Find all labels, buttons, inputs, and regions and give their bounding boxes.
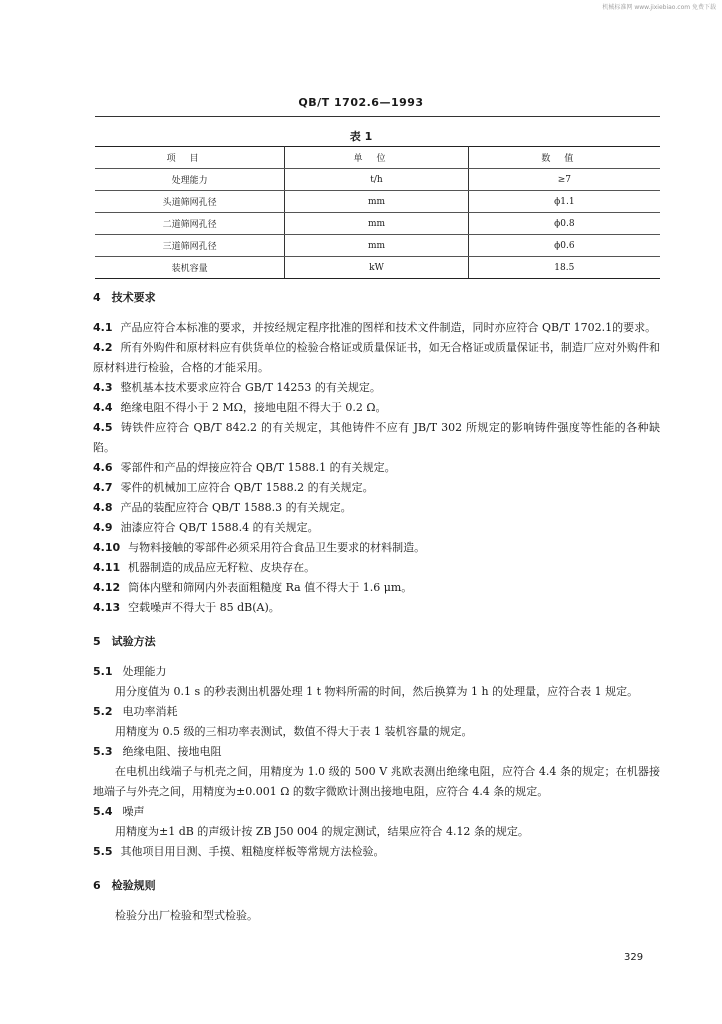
spec-table bbox=[95, 146, 660, 279]
clause-text: 零部件和产品的焊接应符合 QB/T 1588.1 的有关规定。 bbox=[120, 461, 396, 474]
clause-number: 4.12 bbox=[93, 581, 121, 594]
clause-4-7 bbox=[93, 478, 660, 498]
section-5-title: 5 试验方法 bbox=[93, 635, 156, 648]
clause-number: 5.4 bbox=[93, 805, 113, 818]
clause-text: 整机基本技术要求应符合 GB/T 14253 的有关规定。 bbox=[120, 381, 381, 394]
clause-5-2-heading bbox=[93, 702, 660, 722]
section-4-title: 4 技术要求 bbox=[93, 291, 156, 304]
clause-4-8 bbox=[93, 498, 660, 518]
clause-number: 4.1 bbox=[93, 321, 113, 334]
table-cell: kW bbox=[285, 257, 468, 279]
section-6-title: 6 检验规则 bbox=[93, 879, 156, 892]
clause-number: 4.5 bbox=[93, 421, 113, 434]
clause-number: 5.1 bbox=[93, 665, 113, 678]
table-caption: 表 1 bbox=[349, 130, 373, 143]
table-cell: 头道筛网孔径 bbox=[95, 191, 285, 213]
clause-text: 零件的机械加工应符合 QB/T 1588.2 的有关规定。 bbox=[120, 481, 374, 494]
table-row bbox=[95, 213, 660, 235]
table-cell: t/h bbox=[285, 169, 468, 191]
header-unit: 单位 bbox=[285, 147, 468, 169]
header-item: 项目 bbox=[95, 147, 285, 169]
table-cell: mm bbox=[285, 235, 468, 257]
clause-number: 4.10 bbox=[93, 541, 121, 554]
clause-4-3 bbox=[93, 378, 660, 398]
clause-number: 4.11 bbox=[93, 561, 121, 574]
clause-title: 处理能力 bbox=[122, 665, 167, 678]
header-value: 数值 bbox=[468, 147, 660, 169]
table-cell: ϕ0.8 bbox=[468, 213, 660, 235]
table-cell: mm bbox=[285, 191, 468, 213]
clause-4-6 bbox=[93, 458, 660, 478]
watermark: 机械标准网 www.jixiebiao.com 免费下载 bbox=[602, 4, 716, 11]
table-row bbox=[95, 169, 660, 191]
clause-text: 绝缘电阻不得小于 2 MΩ，接地电阻不得大于 0.2 Ω。 bbox=[120, 401, 387, 414]
clause-text: 筒体内壁和筛网内外表面粗糙度 Ra 值不得大于 1.6 μm。 bbox=[128, 581, 413, 594]
clause-text: 空载噪声不得大于 85 dB(A)。 bbox=[128, 601, 280, 614]
clause-4-5 bbox=[93, 418, 660, 458]
clause-4-1 bbox=[93, 318, 660, 338]
clause-5-1-heading bbox=[93, 662, 660, 682]
clause-4-11 bbox=[93, 558, 660, 578]
clause-number: 4.4 bbox=[93, 401, 113, 414]
clause-text: 产品应符合本标准的要求，并按经规定程序批准的图样和技术文件制造，同时亦应符合 QB/T 1702.1的要求。 bbox=[120, 321, 657, 334]
clause-4-13 bbox=[93, 598, 660, 618]
clause-5-3-body: 在电机出线端子与机壳之间，用精度为 1.0 级的 500 V 兆欧表测出绝缘电阻，应符合 4.4 条的规定；在机器接地端子与外壳之间，用精度为±0.001 Ω 的数字微欧计测出接地电阻，应符合 4.4 条的规定。 bbox=[93, 765, 660, 798]
clause-4-4 bbox=[93, 398, 660, 418]
clause-text: 产品的装配应符合 QB/T 1588.3 的有关规定。 bbox=[120, 501, 352, 514]
clause-4-10 bbox=[93, 538, 660, 558]
clause-text: 其他项目用目测、手摸、粗糙度样板等常规方法检验。 bbox=[120, 845, 385, 858]
clause-5-4-body: 用精度为±1 dB 的声级计按 ZB J50 004 的规定测试，结果应符合 4.12 条的规定。 bbox=[115, 825, 529, 838]
table-row bbox=[95, 191, 660, 213]
table-header-row bbox=[95, 147, 660, 169]
clause-title: 电功率消耗 bbox=[122, 705, 178, 718]
table-cell: 处理能力 bbox=[95, 169, 285, 191]
clause-number: 4.7 bbox=[93, 481, 113, 494]
clause-title: 噪声 bbox=[122, 805, 145, 818]
table-cell: ≥7 bbox=[468, 169, 660, 191]
clause-5-4-heading bbox=[93, 802, 660, 822]
clause-text: 铸铁件应符合 QB/T 842.2 的有关规定，其他铸件不应有 JB/T 302 所规定的影响铸件强度等性能的各种缺陷。 bbox=[93, 421, 660, 454]
clause-number: 4.6 bbox=[93, 461, 113, 474]
document-body bbox=[93, 288, 660, 926]
table-cell: ϕ1.1 bbox=[468, 191, 660, 213]
clause-4-2 bbox=[93, 338, 660, 378]
clause-number: 4.13 bbox=[93, 601, 121, 614]
page-number: 329 bbox=[624, 952, 644, 963]
clause-number: 4.3 bbox=[93, 381, 113, 394]
clause-4-9 bbox=[93, 518, 660, 538]
clause-number: 4.9 bbox=[93, 521, 113, 534]
clause-number: 5.3 bbox=[93, 745, 113, 758]
table-cell: mm bbox=[285, 213, 468, 235]
clause-number: 5.5 bbox=[93, 845, 113, 858]
clause-5-5 bbox=[93, 842, 660, 862]
clause-text: 与物料接触的零部件必须采用符合食品卫生要求的材料制造。 bbox=[128, 541, 426, 554]
clause-number: 5.2 bbox=[93, 705, 113, 718]
clause-text: 机器制造的成品应无籽粒、皮块存在。 bbox=[128, 561, 316, 574]
table-cell: 三道筛网孔径 bbox=[95, 235, 285, 257]
clause-number: 4.8 bbox=[93, 501, 113, 514]
clause-5-3-heading bbox=[93, 742, 660, 762]
table-cell: 二道筛网孔径 bbox=[95, 213, 285, 235]
clause-title: 绝缘电阻、接地电阻 bbox=[122, 745, 222, 758]
table-cell: ϕ0.6 bbox=[468, 235, 660, 257]
clause-5-1-body: 用分度值为 0.1 s 的秒表测出机器处理 1 t 物料所需的时间，然后换算为 1 h 的处理量，应符合表 1 规定。 bbox=[115, 685, 639, 698]
clause-4-12 bbox=[93, 578, 660, 598]
table-cell: 18.5 bbox=[468, 257, 660, 279]
clause-number: 4.2 bbox=[93, 341, 113, 354]
header-rule bbox=[95, 116, 660, 117]
table-row bbox=[95, 257, 660, 279]
table-row bbox=[95, 235, 660, 257]
section-6-body: 检验分出厂检验和型式检验。 bbox=[115, 909, 258, 922]
clause-text: 所有外购件和原材料应有供货单位的检验合格证或质量保证书，如无合格证或质量保证书，制造厂应对外购件和原材料进行检验，合格的才能采用。 bbox=[93, 341, 660, 374]
standard-header: QB/T 1702.6—1993 bbox=[298, 96, 424, 109]
clause-5-2-body: 用精度为 0.5 级的三相功率表测试，数值不得大于表 1 装机容量的规定。 bbox=[115, 725, 473, 738]
clause-text: 油漆应符合 QB/T 1588.4 的有关规定。 bbox=[120, 521, 319, 534]
table-cell: 装机容量 bbox=[95, 257, 285, 279]
